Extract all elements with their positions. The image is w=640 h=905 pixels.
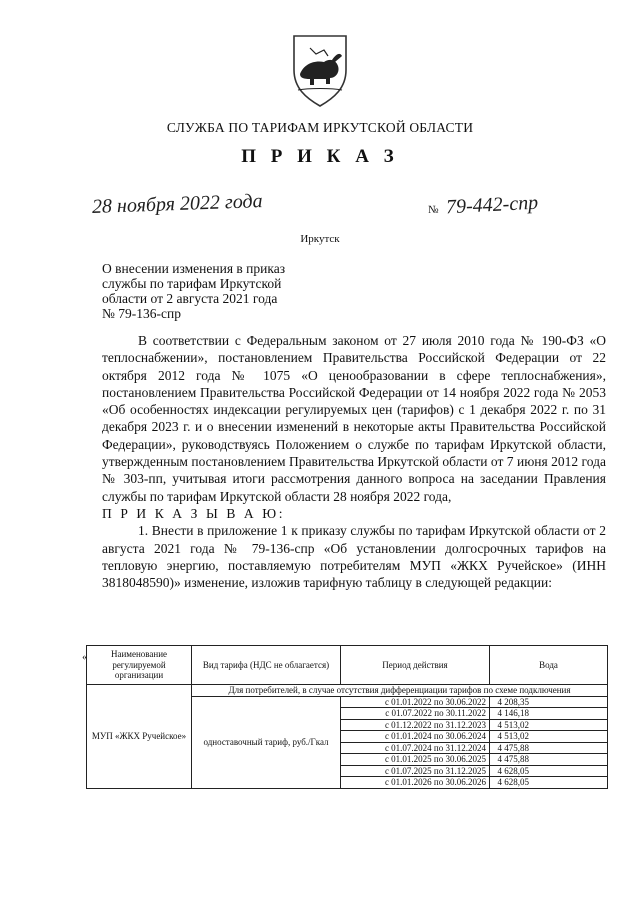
subject-line: № 79-136-спр: [102, 306, 181, 321]
tariff-type-cell: одноставочный тариф, руб./Гкал: [192, 696, 341, 788]
document-title: П Р И К А З: [241, 146, 399, 167]
tariff-table: [86, 645, 608, 789]
value-cell: 4 513,02: [490, 731, 608, 743]
agency-name: СЛУЖБА ПО ТАРИФАМ ИРКУТСКОЙ ОБЛАСТИ: [166, 120, 474, 135]
value-cell: 4 475,88: [490, 742, 608, 754]
table-row: [87, 685, 608, 697]
period-cell: с 01.01.2022 по 30.06.2022: [341, 696, 490, 708]
period-cell: с 01.07.2024 по 31.12.2024: [341, 742, 490, 754]
order-word: П Р И К А З Ы В А Ю:: [102, 505, 286, 521]
value-cell: 4 146,18: [490, 708, 608, 720]
value-cell: 4 628,05: [490, 765, 608, 777]
value-cell: 4 628,05: [490, 777, 608, 789]
value-cell: 4 475,88: [490, 754, 608, 766]
table-header-row: [87, 646, 608, 685]
organization-cell: МУП «ЖКХ Ручейское»: [87, 685, 192, 789]
opening-quote: «: [82, 651, 88, 663]
period-cell: с 01.07.2022 по 30.11.2022: [341, 708, 490, 720]
handwritten-order-number: 79-442-спр: [445, 191, 539, 219]
order-subject: [102, 261, 330, 321]
subject-line: службы по тарифам Иркутской: [102, 276, 282, 291]
period-cell: с 01.12.2022 по 31.12.2023: [341, 719, 490, 731]
header-organization: Наименование регулируемой организации: [87, 646, 192, 685]
coat-of-arms-emblem: [280, 30, 360, 110]
period-cell: с 01.07.2025 по 31.12.2025: [341, 765, 490, 777]
header-period: Период действия: [341, 646, 490, 685]
subject-line: О внесении изменения в приказ: [102, 261, 286, 276]
value-cell: 4 208,35: [490, 696, 608, 708]
order-number-label: №: [428, 204, 439, 216]
subject-line: области от 2 августа 2021 года: [102, 291, 278, 306]
header-tariff-type: Вид тарифа (НДС не облагается): [192, 646, 341, 685]
preamble-paragraph: В соответствии с Федеральным законом от 27 июля 2010 года № 190-ФЗ «О теплоснабжении», постановлением Правительства Российской Федерации от 22 октября 2012 года № 1075 «О ценообразовании в сфере теплоснабжения», постановлением Правительства Российской Федерации от 14 ноября 2022 года № 2053 «Об особенностях индексации регулируемых цен (тарифов) с 1 декабря 2022 г. по 31 декабря 2023 г. и о внесении изменений в некоторые акты Правительства Российской Федерации», руководствуясь Положением о службе по тарифам Иркутской области, утвержденным постановлением Правительства Иркутской области от 7 июня 2012 года № 303-пп, учитывая итоги рассмотрения данного вопроса на заседании Правления службы по тарифам Иркутской области 28 ноября 2022 года,: [102, 333, 606, 504]
period-cell: с 01.01.2026 по 30.06.2026: [341, 777, 490, 789]
handwritten-date: 28 ноября 2022 года: [91, 190, 263, 218]
consumer-note: Для потребителей, в случае отсутствия дифференциации тарифов по схеме подключения: [192, 685, 608, 697]
header-water: Вода: [490, 646, 608, 685]
period-cell: с 01.01.2024 по 30.06.2024: [341, 731, 490, 743]
order-body: [102, 332, 606, 591]
period-cell: с 01.01.2025 по 30.06.2025: [341, 754, 490, 766]
item-1-paragraph: 1. Внести в приложение 1 к приказу службы по тарифам Иркутской области от 2 августа 2021 года № 79-136-спр «Об установлении долгосрочных тарифов на тепловую энергию, поставляемую потребителям МУП «ЖКХ Ручейское» (ИНН 3818048590)» изменение, изложив тарифную таблицу в следующей редакции:: [102, 523, 606, 591]
city: Иркутск: [300, 233, 340, 245]
value-cell: 4 513,02: [490, 719, 608, 731]
